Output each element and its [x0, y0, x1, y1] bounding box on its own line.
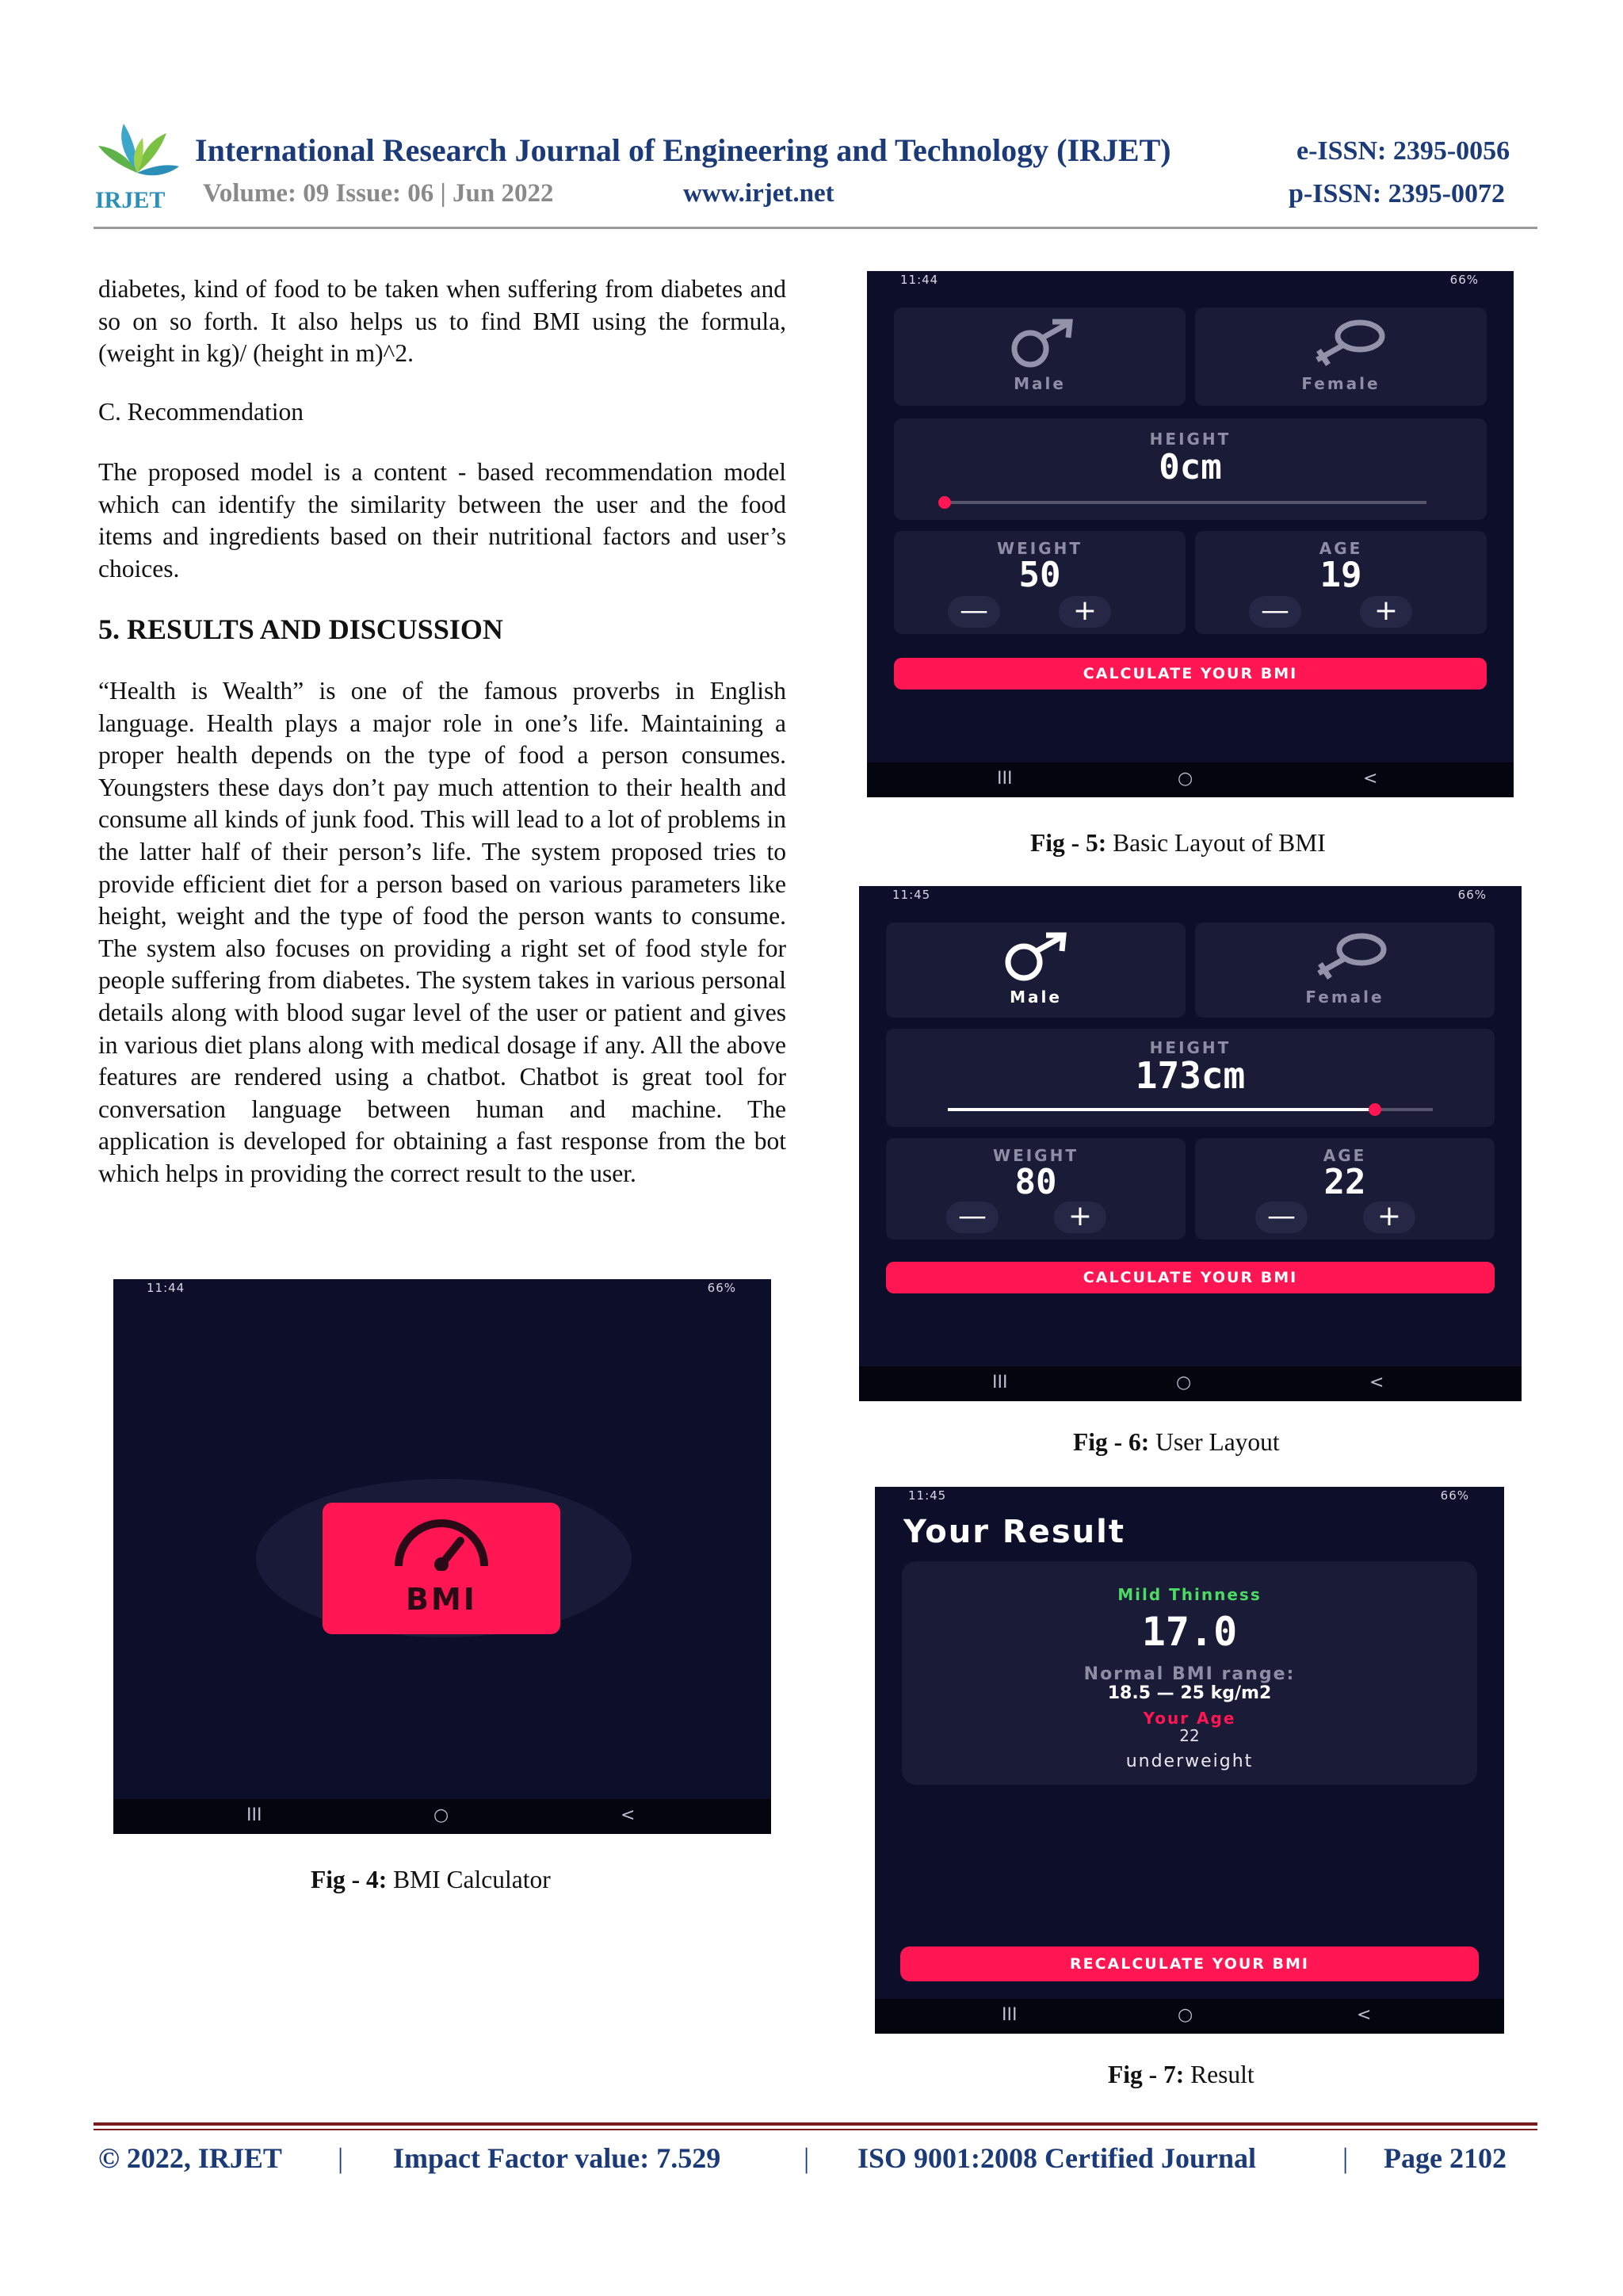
footer-divider-bottom	[94, 2129, 1537, 2130]
status-battery: 66%	[1440, 1488, 1469, 1503]
android-nav-bar	[113, 1799, 771, 1834]
footer-separator: |	[1342, 2142, 1349, 2174]
male-label: Male	[1010, 988, 1062, 1007]
weight-value: 50	[1018, 555, 1061, 595]
bmi-value: 17.0	[1141, 1609, 1238, 1655]
status-bar	[867, 271, 1514, 287]
age-decrement-button[interactable]: —	[1255, 1201, 1308, 1233]
fig6-caption	[1073, 1428, 1280, 1457]
age-increment-button[interactable]: +	[1363, 1201, 1415, 1233]
recents-button[interactable]: III	[246, 1805, 262, 1825]
normal-range-value: 18.5 — 25 kg/m2	[1107, 1683, 1272, 1703]
weight-label: WEIGHT	[993, 1146, 1079, 1165]
weight-card	[886, 1138, 1186, 1240]
height-label: HEIGHT	[1149, 1038, 1232, 1057]
footer-divider-top	[94, 2122, 1537, 2126]
height-label: HEIGHT	[1149, 430, 1232, 449]
bmi-logo-label: BMI	[406, 1582, 477, 1617]
journal-title: International Research Journal of Engineering and Technology (IRJET)	[195, 132, 1171, 168]
fig5-screenshot	[867, 271, 1514, 797]
result-title: Your Result	[903, 1514, 1125, 1550]
male-symbol-icon	[997, 932, 1076, 981]
back-button[interactable]: <	[1369, 1373, 1384, 1392]
status-bar	[113, 1279, 771, 1295]
height-value: 0cm	[1159, 447, 1222, 487]
home-button[interactable]: ○	[1176, 1373, 1192, 1392]
fig7-caption-number: Fig - 7:	[1108, 2061, 1185, 2088]
fig5-caption-number: Fig - 5:	[1030, 829, 1107, 857]
irjet-logo-icon	[94, 117, 181, 212]
weight-label: WEIGHT	[997, 539, 1083, 558]
fig6-caption-number: Fig - 6:	[1073, 1428, 1150, 1456]
age-value: 19	[1319, 555, 1362, 595]
female-label: Female	[1305, 988, 1384, 1007]
recents-button[interactable]: III	[997, 769, 1013, 789]
home-button[interactable]: ○	[1178, 769, 1193, 789]
fig4-caption-text: BMI Calculator	[387, 1866, 551, 1893]
age-value: 22	[1323, 1162, 1366, 1202]
footer-page-number: Page 2102	[1384, 2142, 1507, 2174]
age-label: AGE	[1323, 1146, 1367, 1165]
age-increment-button[interactable]: +	[1360, 596, 1412, 628]
weight-status: underweight	[1125, 1752, 1254, 1771]
footer-impact-factor: Impact Factor value: 7.529	[393, 2142, 721, 2174]
height-slider[interactable]	[948, 1108, 1433, 1111]
fig7-caption	[1108, 2061, 1254, 2089]
status-battery: 66%	[1449, 273, 1479, 287]
p-issn: p-ISSN: 2395-0072	[1289, 179, 1505, 208]
height-slider-fill	[948, 1108, 1375, 1111]
fig4-caption	[311, 1866, 551, 1894]
gender-card-female[interactable]	[1195, 308, 1487, 406]
normal-range-label: Normal BMI range:	[1083, 1664, 1296, 1684]
back-button[interactable]: <	[621, 1805, 636, 1825]
calculate-bmi-button[interactable]: CALCULATE YOUR BMI	[886, 1262, 1495, 1293]
result-card	[902, 1561, 1477, 1785]
paragraph-results: “Health is Wealth” is one of the famous proverbs in English language. Health plays a major role in one’s life. Maintaining a proper health depends on the type of food a person consumes. Youngsters these days don’t pay much attention to their health and consume all kinds of junk food. This will lead to a lot of problems in the latter half of their person’s life. The system proposed tries to provide efficient diet for a person based on various parameters like height, weight and the type of food the person wants to consume. The system also focuses on providing a right set of food style for people suffering from diabetes. The system takes in various personal details along with blood sugar level of the user or patient and gives in various diet plans along with medical dosage if any. All the above features are rendered using a chatbot. Chatbot is great tool for conversation language between human and machine. The application is developed for obtaining a fast response from the bot which helps in providing the correct result to the user.	[98, 677, 786, 1187]
height-card	[886, 1029, 1495, 1127]
status-time: 11:45	[908, 1488, 947, 1503]
e-issn: e-ISSN: 2395-0056	[1296, 136, 1510, 166]
fig7-screenshot	[875, 1487, 1504, 2034]
gender-card-male[interactable]	[886, 923, 1186, 1018]
bmi-app-logo[interactable]	[323, 1503, 560, 1634]
status-battery: 66%	[1457, 888, 1487, 902]
home-button[interactable]: ○	[433, 1805, 449, 1825]
height-card	[894, 418, 1487, 520]
male-symbol-icon	[1003, 319, 1083, 368]
footer-iso-certification: ISO 9001:2008 Certified Journal	[857, 2142, 1256, 2174]
paragraph-recommendation: The proposed model is a content - based recommendation model which can identify the similarity between the user and the food items and ingredients based on their nutritional factors and user’s choices.	[98, 458, 786, 583]
female-label: Female	[1301, 374, 1381, 393]
height-slider-thumb[interactable]	[938, 496, 951, 509]
android-nav-bar	[867, 762, 1514, 797]
status-bar	[875, 1487, 1504, 1503]
weight-value: 80	[1014, 1162, 1057, 1202]
weight-increment-button[interactable]: +	[1059, 596, 1111, 628]
subsection-heading: C. Recommendation	[98, 398, 304, 426]
status-time: 11:44	[900, 273, 939, 287]
weight-card	[894, 531, 1186, 634]
weight-decrement-button[interactable]: —	[948, 596, 1000, 628]
recalculate-bmi-button[interactable]: RECALCULATE YOUR BMI	[900, 1946, 1479, 1981]
irjet-logo	[94, 117, 181, 212]
gender-card-female[interactable]	[1195, 923, 1495, 1018]
logo-text: IRJET	[95, 187, 166, 212]
your-age-label: Your Age	[1143, 1709, 1236, 1728]
female-symbol-icon	[1290, 932, 1401, 981]
android-nav-bar	[859, 1366, 1522, 1401]
height-slider[interactable]	[945, 501, 1426, 504]
height-slider-thumb[interactable]	[1369, 1103, 1381, 1116]
weight-decrement-button[interactable]: —	[946, 1201, 999, 1233]
recents-button[interactable]: III	[992, 1373, 1008, 1392]
calculate-bmi-button[interactable]: CALCULATE YOUR BMI	[894, 658, 1487, 690]
status-time: 11:45	[892, 888, 931, 902]
volume-issue: Volume: 09 Issue: 06 | Jun 2022	[203, 179, 554, 208]
your-age-value: 22	[1179, 1726, 1200, 1745]
male-label: Male	[1014, 374, 1066, 393]
fig4-caption-number: Fig - 4:	[311, 1866, 388, 1893]
fig7-caption-text: Result	[1184, 2061, 1254, 2088]
female-symbol-icon	[1289, 319, 1400, 368]
gender-card-male[interactable]	[894, 308, 1186, 406]
age-card	[1195, 1138, 1495, 1240]
fig5-caption-text: Basic Layout of BMI	[1106, 829, 1326, 857]
age-label: AGE	[1319, 539, 1363, 558]
back-button[interactable]: <	[1363, 769, 1378, 789]
header-divider	[94, 227, 1537, 229]
fig4-screenshot	[113, 1279, 771, 1834]
section-heading: 5. RESULTS AND DISCUSSION	[98, 613, 503, 645]
fig6-caption-text: User Layout	[1149, 1428, 1280, 1456]
back-button[interactable]: <	[1357, 2005, 1372, 2025]
weight-increment-button[interactable]: +	[1054, 1201, 1106, 1233]
fig6-screenshot	[859, 886, 1522, 1401]
paragraph-bmi-formula: diabetes, kind of food to be taken when suffering from diabetes and so on so forth. It also helps us to find BMI using the formula, (weight in kg)/ (height in m)^2.	[98, 275, 786, 368]
fig5-caption	[1030, 829, 1326, 858]
status-battery: 66%	[707, 1281, 736, 1295]
home-button[interactable]: ○	[1178, 2005, 1193, 2025]
android-nav-bar	[875, 1999, 1504, 2034]
age-decrement-button[interactable]: —	[1249, 596, 1301, 628]
speedometer-icon	[388, 1519, 495, 1571]
recents-button[interactable]: III	[1002, 2005, 1018, 2025]
footer-separator: |	[338, 2142, 344, 2174]
bmi-category: Mild Thinness	[1117, 1585, 1262, 1604]
footer-separator: |	[804, 2142, 810, 2174]
footer-copyright: © 2022, IRJET	[98, 2142, 282, 2174]
journal-website-link[interactable]: www.irjet.net	[683, 179, 834, 208]
status-time: 11:44	[147, 1281, 185, 1295]
height-value: 173cm	[1135, 1054, 1246, 1097]
age-card	[1195, 531, 1487, 634]
status-bar	[859, 886, 1522, 902]
